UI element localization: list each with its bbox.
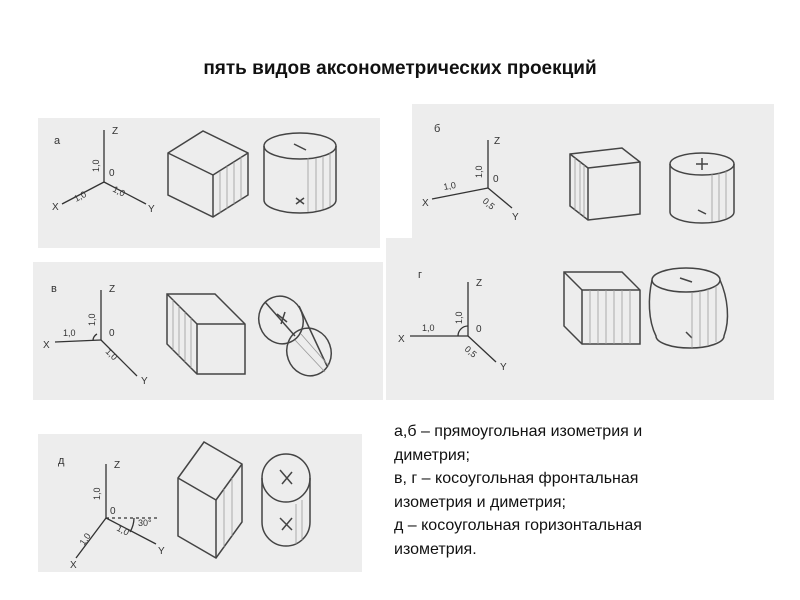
panel-letter: б (434, 123, 441, 135)
cube-hatching (575, 158, 584, 217)
z-scale: 1,0 (92, 487, 102, 500)
x-axis-label: X (422, 198, 429, 209)
caption-line: в, г – косоугольная фронтальная (394, 470, 639, 487)
panel-b (412, 104, 774, 240)
cylinder (264, 133, 336, 213)
x-scale: 1,0 (72, 189, 88, 204)
panel-g (386, 238, 774, 400)
x-scale: 1,0 (422, 323, 435, 333)
axes (432, 140, 512, 208)
cube (570, 148, 640, 220)
y-axis-label: Y (148, 204, 155, 215)
origin-label: 0 (476, 324, 482, 335)
cube-hatching (173, 300, 191, 368)
cylinder-hatching (308, 153, 330, 212)
cube-hatching (220, 157, 241, 213)
x-axis-label: X (43, 340, 50, 351)
origin-label: 0 (109, 328, 115, 339)
y-axis-label: Y (158, 546, 165, 557)
y-scale: 1,0 (103, 346, 120, 363)
axes (410, 282, 496, 362)
y-axis (101, 340, 137, 376)
y-axis-label: Y (500, 362, 507, 373)
angle-arc (93, 334, 97, 340)
angle-arc (130, 518, 134, 532)
caption-line: диметрия; (394, 446, 470, 464)
z-scale: 1,0 (91, 159, 101, 172)
z-scale: 1,0 (454, 311, 464, 324)
panel-letter: д (58, 455, 65, 467)
axes (76, 464, 160, 558)
panel-v-drawing (33, 262, 383, 400)
x-scale: 1,0 (63, 328, 76, 338)
cylinder-hatching (296, 500, 302, 544)
panel-a (38, 118, 380, 248)
z-axis-label: Z (112, 126, 119, 137)
z-axis-label: Z (114, 460, 121, 471)
angle-arc (458, 326, 468, 336)
z-scale: 1,0 (87, 313, 97, 326)
origin-label: 0 (109, 168, 115, 179)
caption-line: изометрия. (394, 540, 477, 558)
panel-v (33, 262, 383, 400)
cylinder-hatching (295, 334, 329, 372)
panel-letter: г (418, 269, 423, 281)
x-axis-label: X (398, 334, 405, 345)
x-axis-label: X (70, 560, 77, 571)
cube-hatching (590, 290, 630, 344)
cylinder (262, 454, 310, 546)
caption-line: а,б – прямоугольная изометрия и (394, 423, 643, 440)
cube (564, 272, 640, 344)
panel-d-drawing (38, 434, 362, 572)
cylinder-hatching (712, 171, 726, 222)
origin-label: 0 (110, 506, 116, 517)
y-scale: 0,5 (480, 195, 497, 212)
page-title: пять видов аксонометрических проекций (203, 58, 597, 79)
angle-label: 30° (138, 518, 152, 528)
x-scale: 1,0 (77, 531, 93, 548)
y-axis-label: Y (512, 212, 519, 223)
z-axis-label: Z (494, 136, 501, 147)
panel-letter: а (54, 135, 61, 147)
x-axis (432, 188, 488, 199)
caption (394, 420, 734, 561)
y-axis-label: Y (141, 376, 148, 387)
z-scale: 1,0 (474, 165, 484, 178)
cylinder (252, 290, 338, 382)
y-scale: 1,0 (115, 522, 131, 538)
origin-label: 0 (493, 174, 499, 185)
panel-g-drawing (386, 238, 774, 400)
panel-b-drawing (412, 104, 774, 240)
cube (168, 131, 248, 217)
z-axis-label: Z (476, 278, 483, 289)
x-axis-label: X (52, 202, 59, 213)
caption-line: д – косоугольная горизонтальная (394, 517, 642, 534)
caption-line: изометрия и диметрия; (394, 493, 566, 511)
z-axis-label: Z (109, 284, 116, 295)
panel-a-drawing (38, 118, 380, 248)
panel-letter: в (51, 283, 57, 295)
y-scale: 0,5 (462, 343, 479, 360)
cylinder (670, 153, 734, 223)
x-scale: 1,0 (442, 179, 457, 192)
panel-d (38, 434, 362, 572)
x-axis (55, 340, 101, 342)
y-scale: 1,0 (111, 183, 127, 199)
cylinder-hatching (692, 286, 716, 348)
